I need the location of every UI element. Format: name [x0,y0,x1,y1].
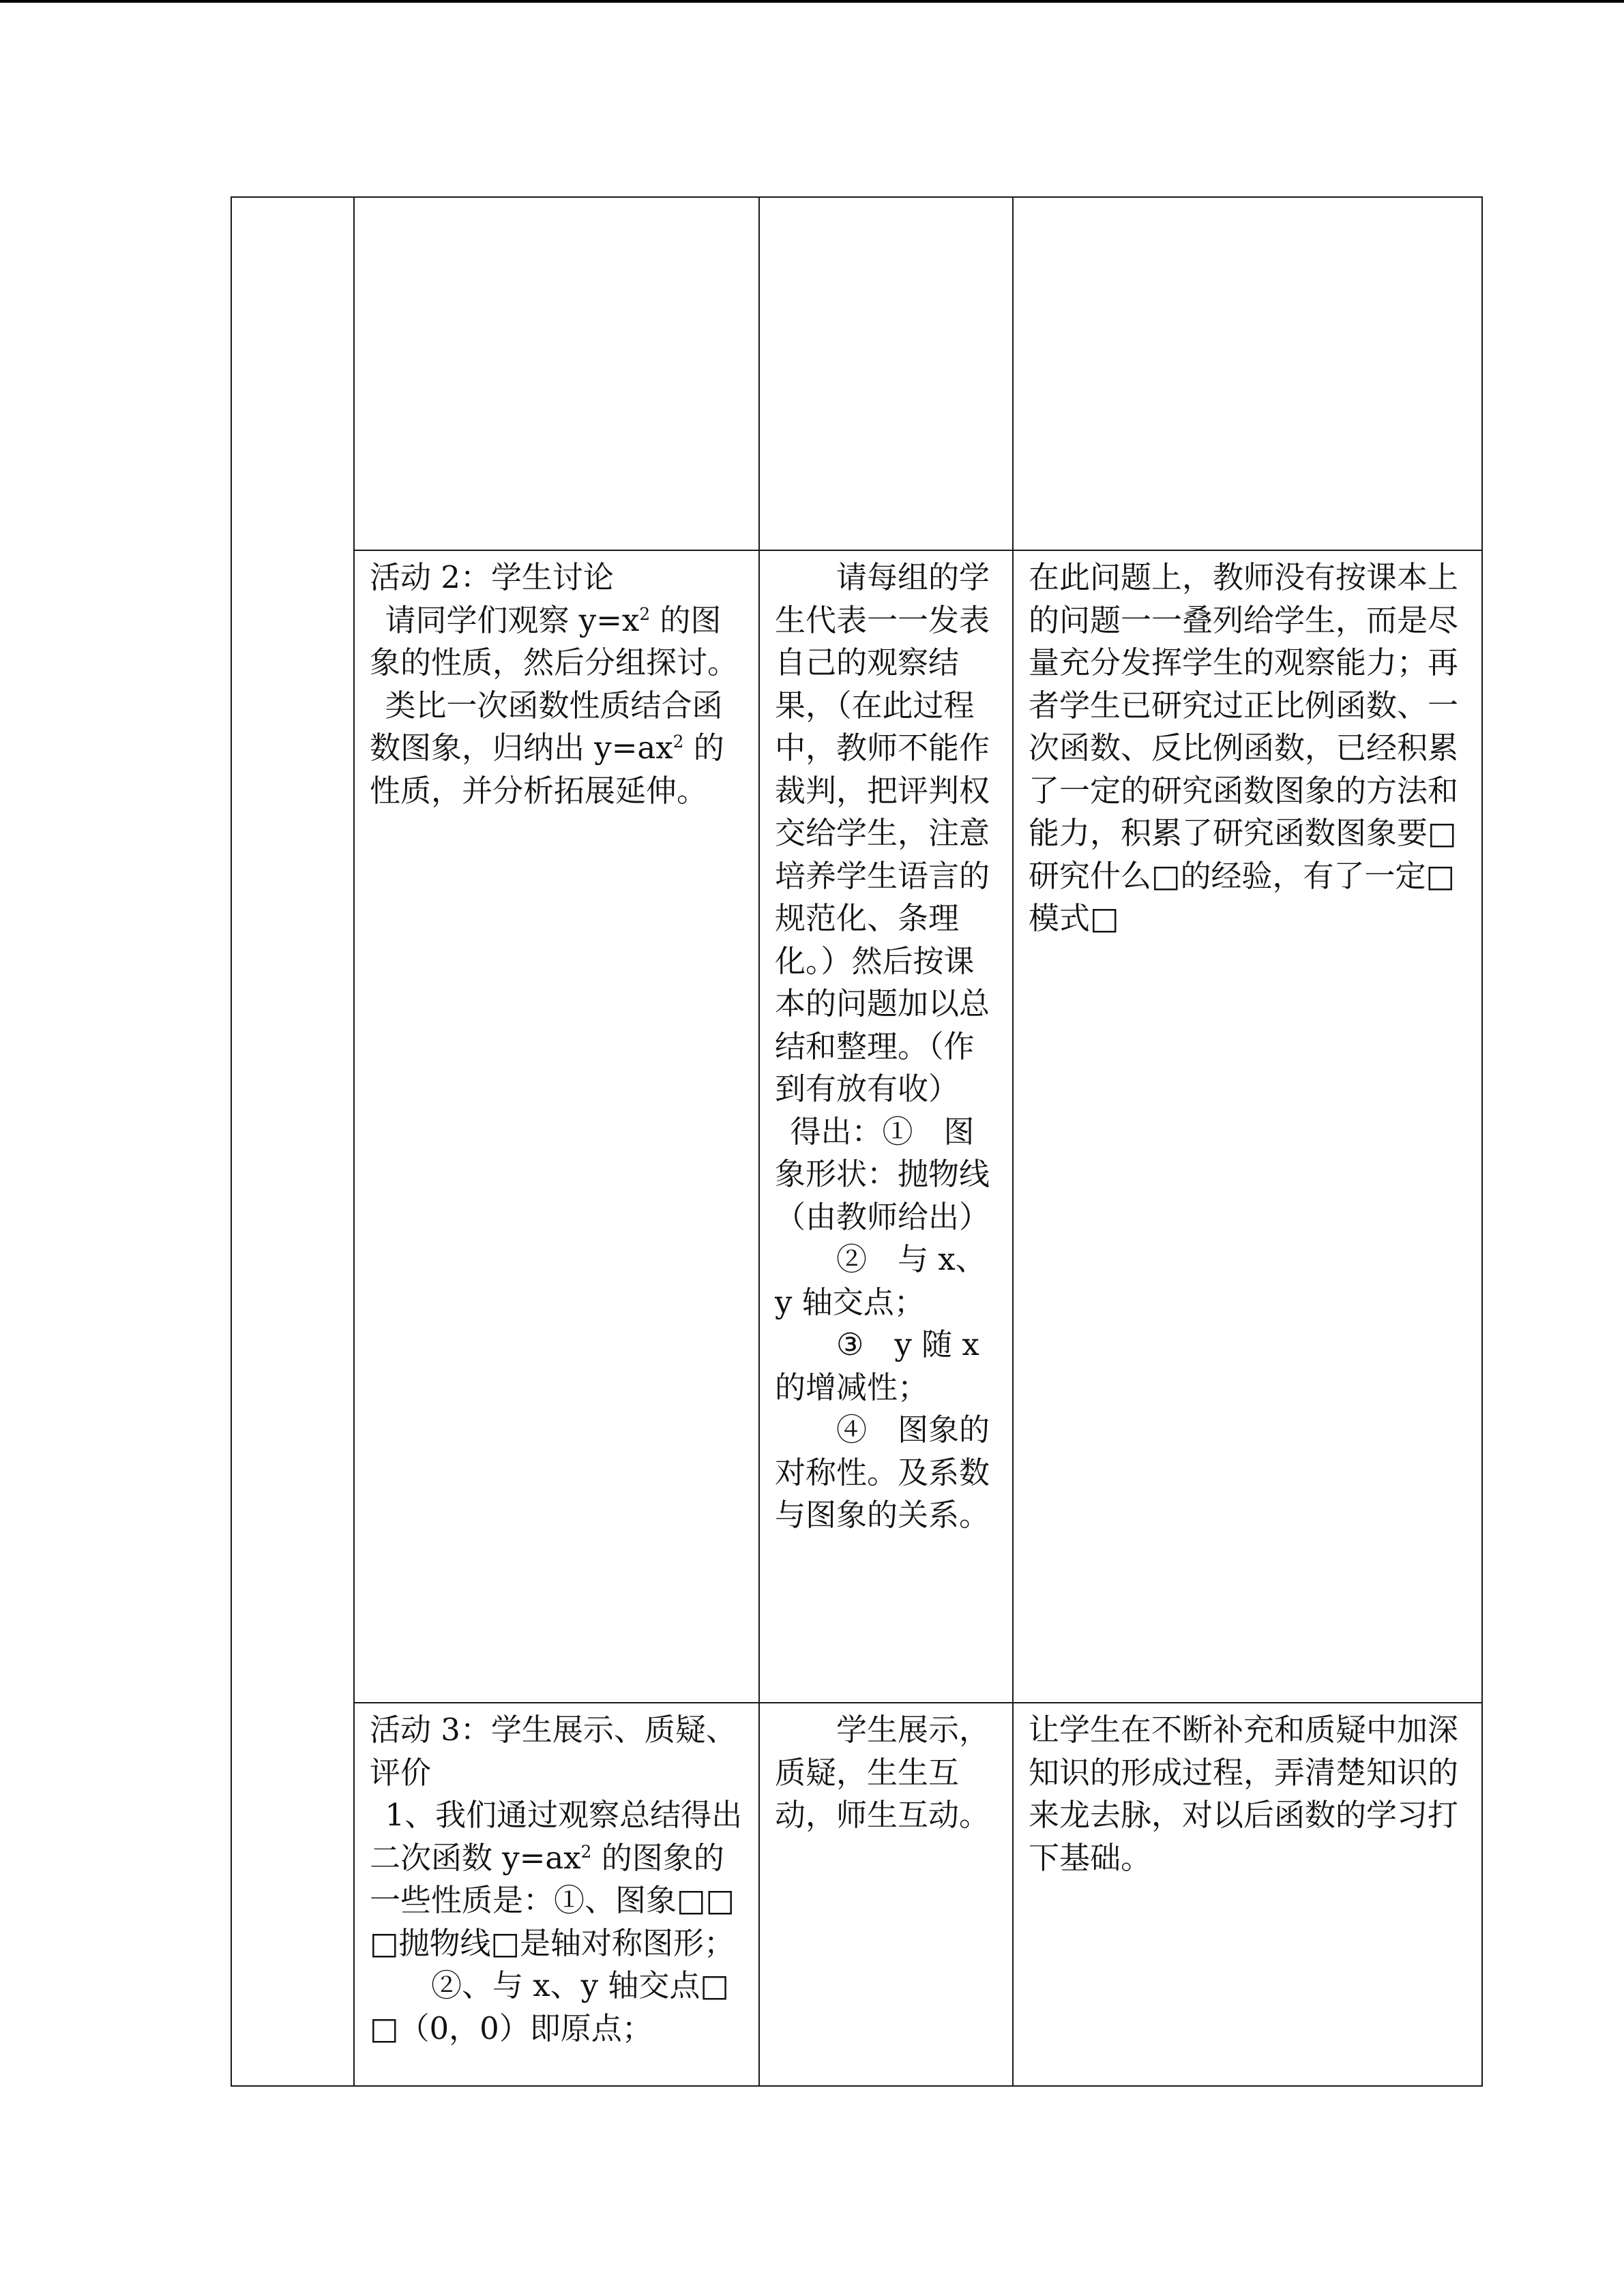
lesson-plan-table [231,196,1483,2087]
activity-3-intersection-text: ②、与 x、y 轴交点□□（0，0）即原点； [370,1967,729,2046]
table-row-activity-2 [231,550,1482,1703]
method-cell-activity-3 [759,1703,1013,2086]
page-top-rule [0,0,1624,3]
method-cell-row-1 [759,197,1013,550]
content-cell-activity-3 [354,1703,759,2086]
method-cell-activity-2 [759,550,1013,1703]
activity-2-analogy-text: 类比一次函数性质结合函数图象，归纳出 $y=ax^2$ 的性质，并分析拓展延伸。 [370,687,724,809]
content-cell-activity-2 [354,550,759,1703]
stage-column-cell [231,197,354,2086]
intent-cell-row-1 [1013,197,1482,550]
activity-2-result-2: ② 与 x、y 轴交点； [775,1241,986,1320]
activity-2-method-intro: 请每组的学生代表一一发表自己的观察结果，（在此过程中，教师不能作裁判，把评判权交给学生，注意培养学生语言的规范化、条理化。）然后按课本的问题加以总结和整理。（作到有放有收） [775,559,990,1107]
table-row-blank [231,197,1482,550]
activity-2-result-3: ③ y 随 x 的增减性； [775,1326,979,1405]
activity-3-title: 活动 3：学生展示、质疑、评价 [370,1712,737,1791]
intent-cell-activity-3 [1013,1703,1482,2086]
activity-3-summary-text: 1、我们通过观察总结得出二次函数 $y=ax^2$ 的图象的一些性质是：①、图象□□□抛物线□是轴对称图形； [370,1797,743,1961]
activity-2-result-4: ④ 图象的对称性。及系数与图象的关系。 [775,1412,990,1533]
activity-3-method-text: 学生展示，质疑，生生互动，师生互动。 [775,1712,990,1833]
table-row-activity-3 [231,1703,1482,2086]
activity-2-intent-text: 在此问题上，教师没有按课本上的问题一一叠列给学生，而是尽量充分发挥学生的观察能力；再者学生已研究过正比例函数、一次函数、反比例函数，已经积累了一定的研究函数图象的方法和能力，积累了研究函数图象要□研究什么□的经验，有了一定□模式□ [1029,559,1459,936]
activity-3-intent-text: 让学生在不断补充和质疑中加深知识的形成过程，弄清楚知识的来龙去脉，对以后函数的学习打下基础。 [1029,1712,1459,1876]
intent-cell-activity-2 [1013,550,1482,1703]
activity-2-result-1: 得出：① 图象形状：抛物线（由教师给出） [775,1113,990,1235]
content-cell-row-1 [354,197,759,550]
activity-2-observe-text: 请同学们观察 $y=x^2$ 的图象的性质，然后分组探讨。 [370,601,739,681]
activity-2-title: 活动 2：学生讨论 [370,559,614,595]
